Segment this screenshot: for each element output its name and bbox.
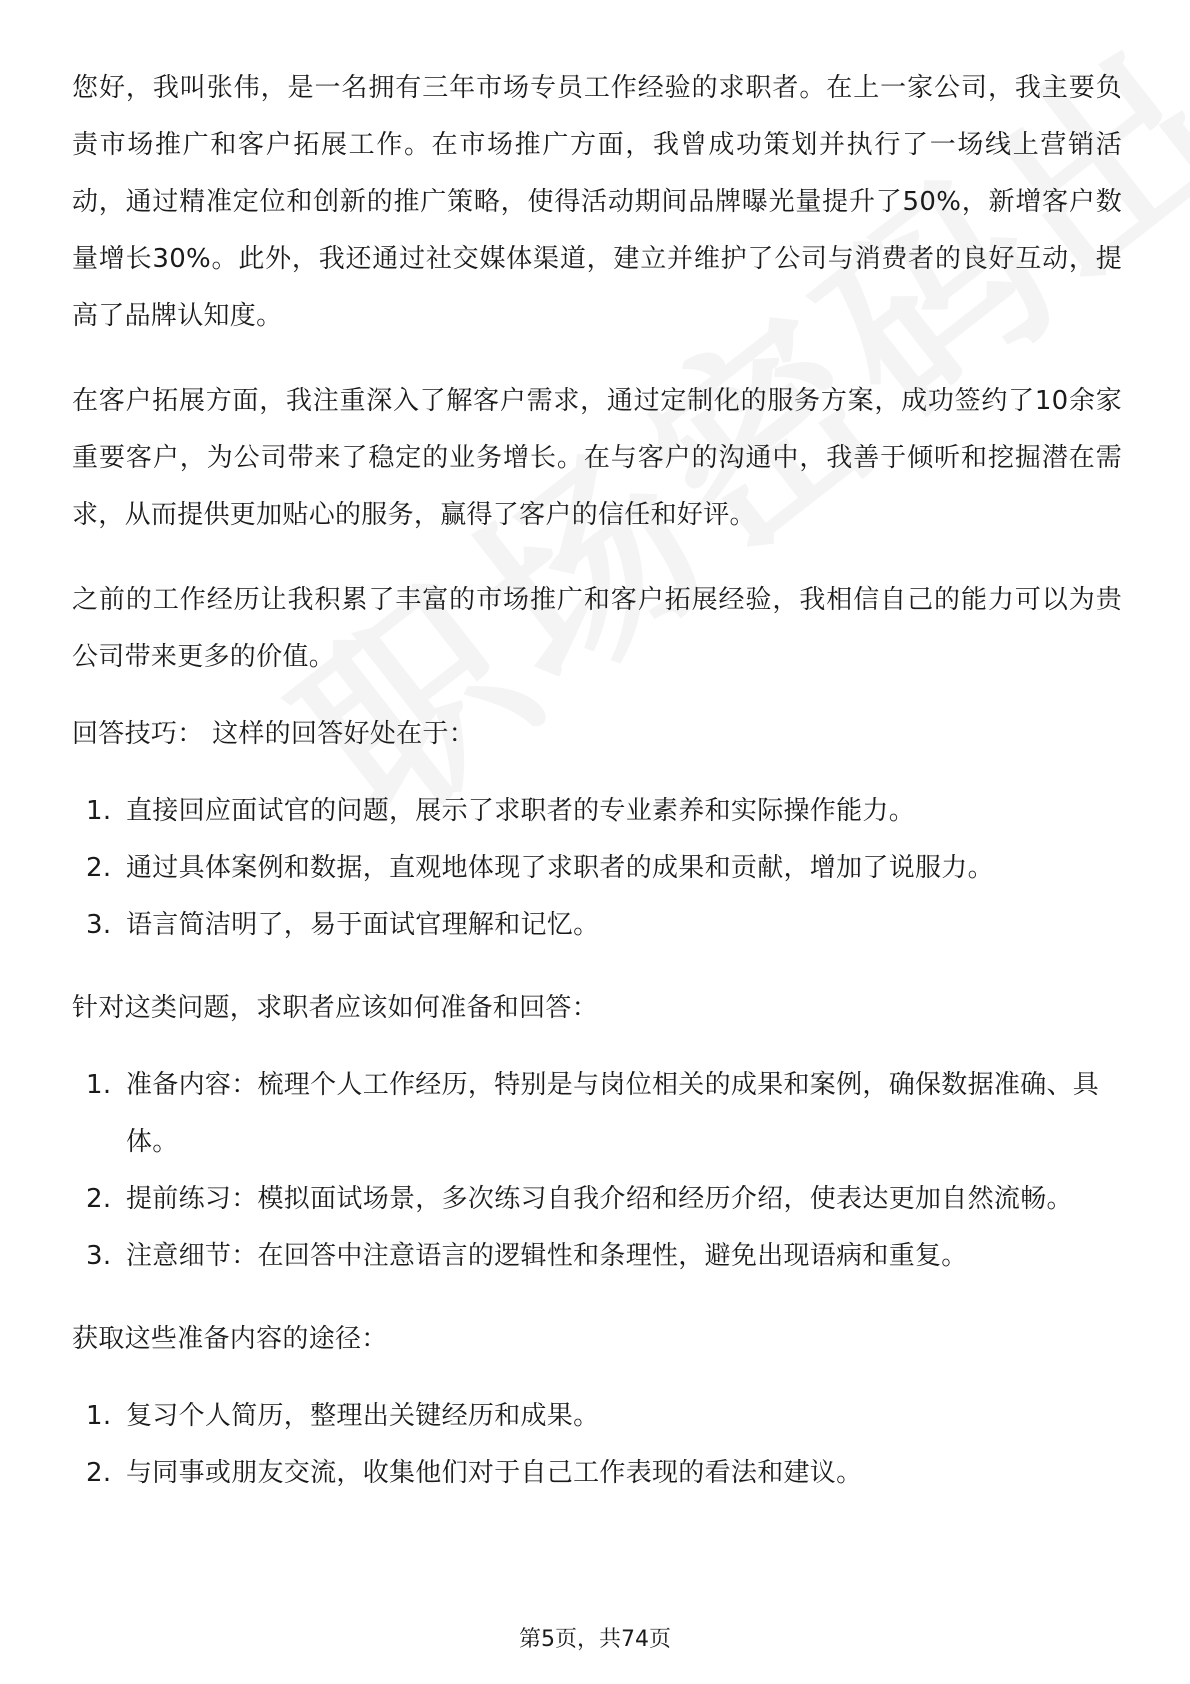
list-item xyxy=(72,1388,1122,1445)
list-item xyxy=(72,897,1122,954)
list-item-number: 3. xyxy=(86,1241,112,1271)
list-item xyxy=(72,840,1122,897)
intro-paragraph-3: 之前的工作经历让我积累了丰富的市场推广和客户拓展经验，我相信自己的能力可以为贵公司带来更多的价值。 xyxy=(72,585,1122,672)
intro-paragraph-1: 您好，我叫张伟，是一名拥有三年市场专员工作经验的求职者。在上一家公司，我主要负责市场推广和客户拓展工作。在市场推广方面，我曾成功策划并执行了一场线上营销活动，通过精准定位和创新的推广策略，使得活动期间品牌曝光量提升了50%，新增客户数量增长30%。此外，我还通过社交媒体渠道，建立并维护了公司与消费者的良好互动，提高了品牌认知度。 xyxy=(72,73,1122,331)
preparation-heading: 针对这类问题，求职者应该如何准备和回答： xyxy=(72,993,599,1023)
page-number: 第5页，共74页 xyxy=(519,1627,671,1652)
sources-heading: 获取这些准备内容的途径： xyxy=(72,1324,388,1354)
list-item xyxy=(72,1445,1122,1502)
list-item-number: 1. xyxy=(86,796,112,826)
list-item-text: 直接回应面试官的问题，展示了求职者的专业素养和实际操作能力。 xyxy=(126,796,916,826)
list-item xyxy=(72,1228,1122,1285)
list-item-text: 语言简洁明了，易于面试官理解和记忆。 xyxy=(126,910,600,940)
tips-heading: 回答技巧： 这样的回答好处在于： xyxy=(72,719,476,749)
sources-list xyxy=(72,1388,1122,1502)
list-item-number: 2. xyxy=(86,1458,112,1488)
list-item-number: 2. xyxy=(86,853,112,883)
list-item-text: 与同事或朋友交流，收集他们对于自己工作表现的看法和建议。 xyxy=(126,1458,863,1488)
list-item-text: 提前练习：模拟面试场景，多次练习自我介绍和经历介绍，使表达更加自然流畅。 xyxy=(126,1184,1073,1214)
list-item-text: 复习个人简历，整理出关键经历和成果。 xyxy=(126,1401,600,1431)
list-item-text: 通过具体案例和数据，直观地体现了求职者的成果和贡献，增加了说服力。 xyxy=(126,853,994,883)
list-item-number: 3. xyxy=(86,910,112,940)
list-item-number: 2. xyxy=(86,1184,112,1214)
list-item-text: 注意细节：在回答中注意语言的逻辑性和条理性，避免出现语病和重复。 xyxy=(126,1241,968,1271)
preparation-list xyxy=(72,1057,1122,1285)
list-item xyxy=(72,783,1122,840)
document-body xyxy=(72,60,1122,1528)
intro-paragraph-2: 在客户拓展方面，我注重深入了解客户需求，通过定制化的服务方案，成功签约了10余家重要客户，为公司带来了稳定的业务增长。在与客户的沟通中，我善于倾听和挖掘潜在需求，从而提供更加贴心的服务，赢得了客户的信任和好评。 xyxy=(72,386,1122,530)
list-item-number: 1. xyxy=(86,1401,112,1431)
list-item-text: 准备内容：梳理个人工作经历，特别是与岗位相关的成果和案例，确保数据准确、具体。 xyxy=(126,1070,1100,1157)
list-item xyxy=(72,1057,1122,1171)
list-item-number: 1. xyxy=(86,1070,112,1100)
tips-list xyxy=(72,783,1122,954)
list-item xyxy=(72,1171,1122,1228)
